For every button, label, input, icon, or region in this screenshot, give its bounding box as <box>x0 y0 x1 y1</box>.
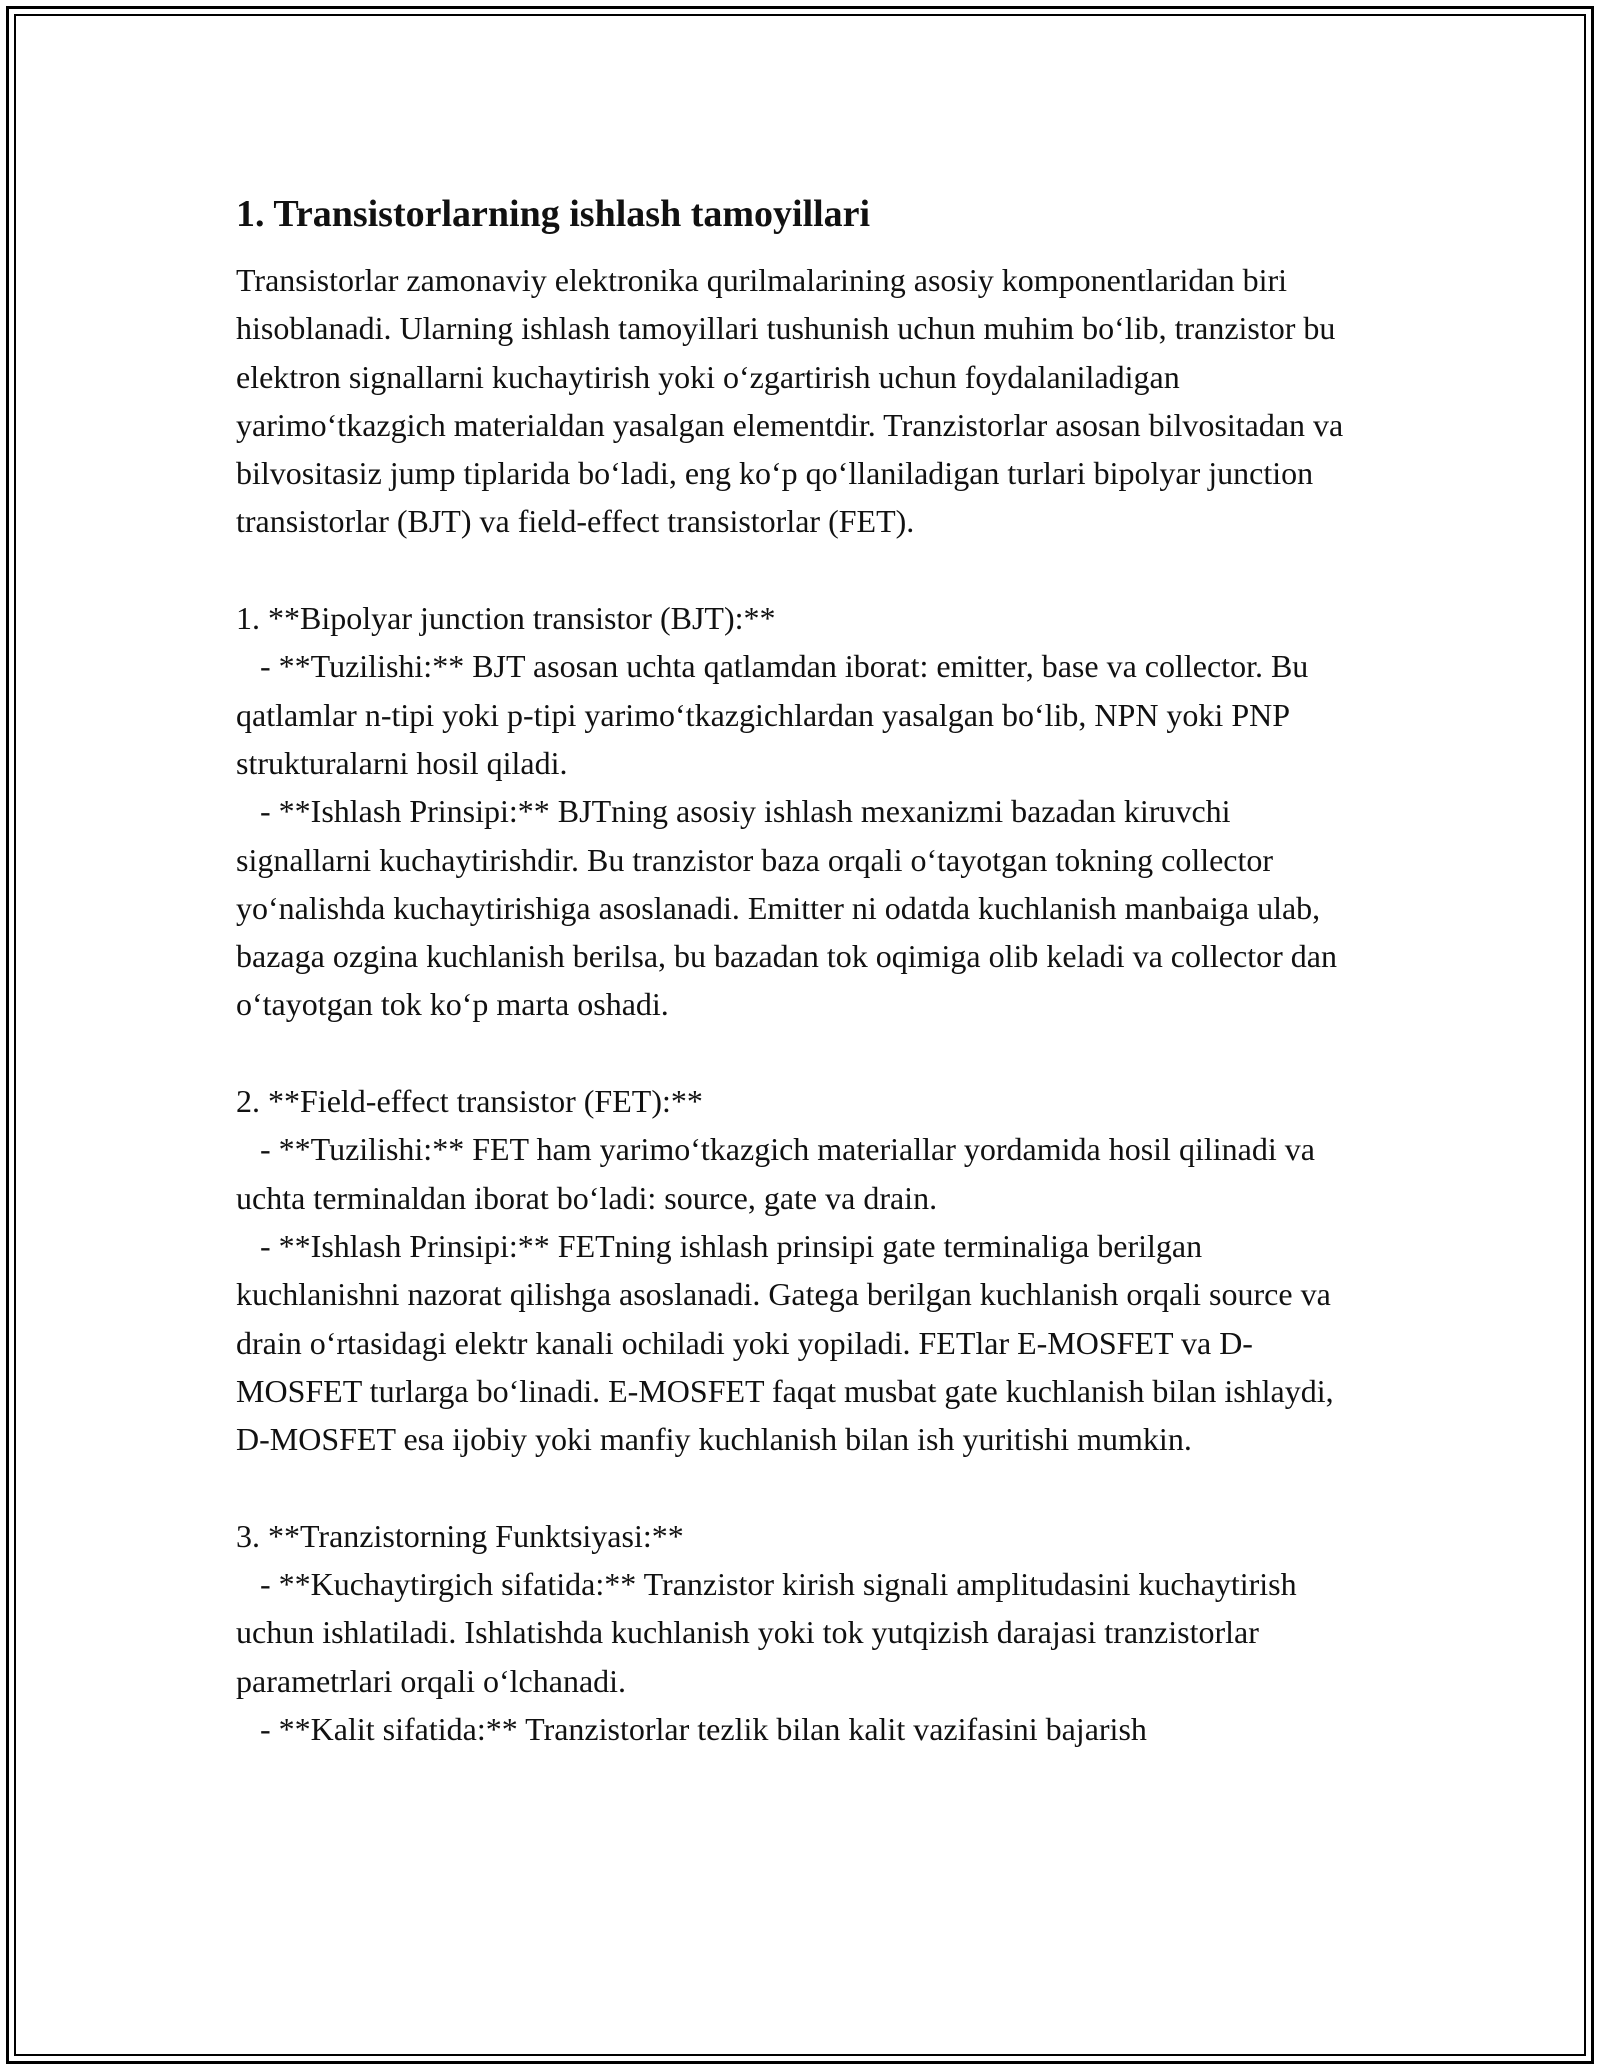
intro-paragraph: Transistorlar zamonaviy elektronika qurilmalarining asosiy komponentlaridan biri hisoblanadi. Ularning ishlash tamoyillari tushunish uchun muhim bo‘lib, tranzistor bu elektron signallarni kuchaytirish yoki o‘zgartirish uchun foydalaniladigan yarimo‘tkazgich materialdan yasalgan elementdir. Tranzistorlar asosan bilvositadan va bilvositasiz jump tiplarida bo‘ladi, eng ko‘p qo‘llaniladigan turlari bipolyar junction transistorlar (BJT) va field-effect transistorlar (FET). <box>236 262 1344 540</box>
document-title: 1. Transistorlarning ishlash tamoyillari <box>236 193 871 235</box>
spacer <box>236 1029 1368 1077</box>
section-heading: 1. **Bipolyar junction transistor (BJT):** <box>236 600 776 637</box>
list-item <box>236 1560 1368 1705</box>
list-item <box>236 787 1368 1028</box>
section-function <box>236 1512 1368 1753</box>
list-item <box>236 1705 1368 1753</box>
list-item-text: - **Tuzilishi:** BJT asosan uchta qatlamdan iborat: emitter, base va collector. Bu qatlamlar n-tipi yoki p-tipi yarimo‘tkazgichlardan yasalgan bo‘lib, NPN yoki PNP strukturalarni hosil qiladi. <box>236 648 1309 781</box>
section-heading: 3. **Tranzistorning Funktsiyasi:** <box>236 1517 684 1554</box>
list-item-text: - **Kuchaytirgich sifatida:** Tranzistor kirish signali amplitudasini kuchaytirish uchun ishlatiladi. Ishlatishda kuchlanish yoki tok yutqizish darajasi tranzistorlar parametrlari orqali o‘lchanadi. <box>236 1566 1297 1699</box>
list-item <box>236 1125 1368 1222</box>
list-item-text: - **Kalit sifatida:** Tranzistorlar tezlik bilan kalit vazifasini bajarish <box>260 1710 1147 1747</box>
list-item-text: - **Ishlash Prinsipi:** BJTning asosiy ishlash mexanizmi bazadan kiruvchi signallarni kuchaytirishdir. Bu tranzistor baza orqali o‘tayotgan tokning collector yo‘nalishda kuchaytirishiga asoslanadi. Emitter ni odatda kuchlanish manbaiga ulab, bazaga ozgina kuchlanish berilsa, bu bazadan tok oqimiga olib keladi va collector dan o‘tayotgan tok ko‘p marta oshadi. <box>236 793 1337 1023</box>
list-item <box>236 1222 1368 1463</box>
list-item <box>236 642 1368 787</box>
document-body <box>236 186 1368 1753</box>
section-bjt <box>236 594 1368 1029</box>
list-item-text: - **Tuzilishi:** FET ham yarimo‘tkazgich materiallar yordamida hosil qilinadi va uchta terminaldan iborat bo‘ladi: source, gate va drain. <box>236 1131 1315 1216</box>
section-fet <box>236 1077 1368 1463</box>
section-heading: 2. **Field-effect transistor (FET):** <box>236 1083 703 1120</box>
list-item-text: - **Ishlash Prinsipi:** FETning ishlash prinsipi gate terminaliga berilgan kuchlanishni nazorat qilishga asoslanadi. Gatega berilgan kuchlanish orqali source va drain o‘rtasidagi elektr kanali ochiladi yoki yopiladi. FETlar E-MOSFET va D-MOSFET turlarga bo‘linadi. E-MOSFET faqat musbat gate kuchlanish bilan ishlaydi, D-MOSFET esa ijobiy yoki manfiy kuchlanish bilan ish yuritishi mumkin. <box>236 1227 1334 1458</box>
spacer <box>236 546 1368 594</box>
spacer <box>236 1463 1368 1511</box>
